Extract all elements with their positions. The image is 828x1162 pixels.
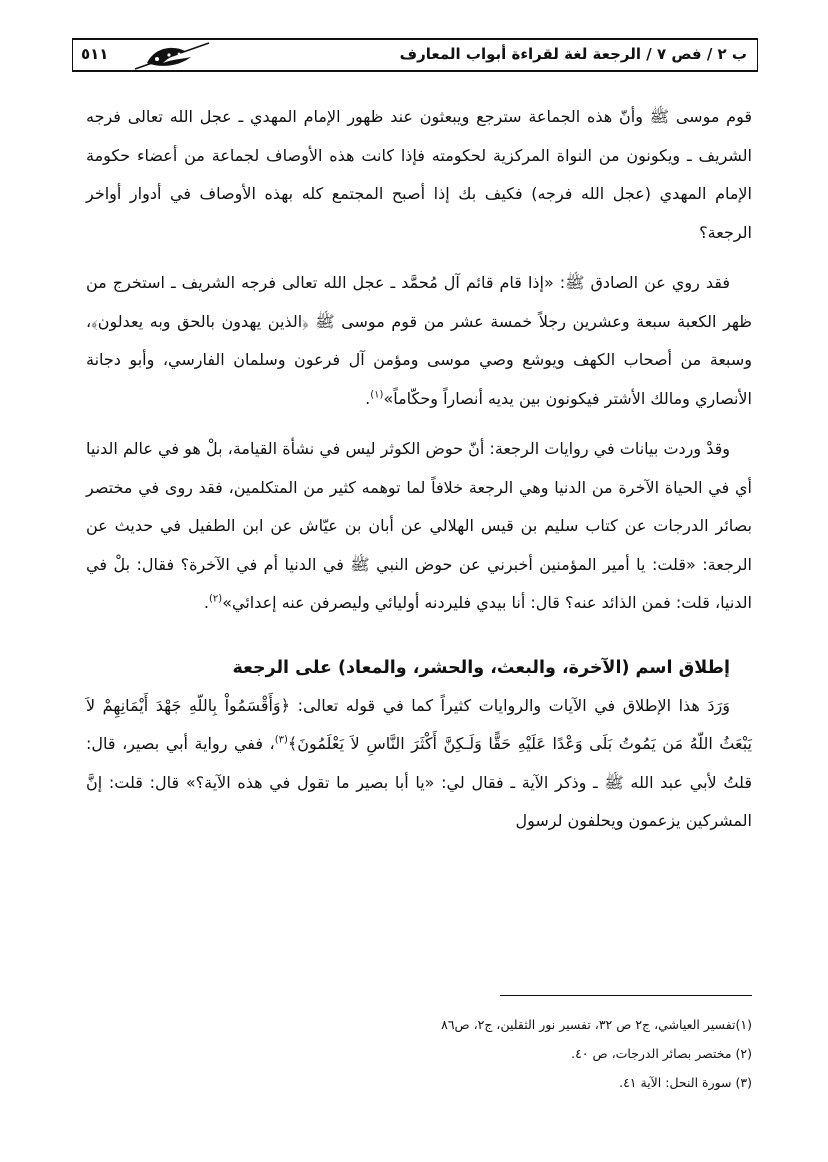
footnote-ref-3: (٣): [274, 734, 288, 746]
paragraph-3: وقدْ وردت بيانات في روايات الرجعة: أنّ حوض الكوثر ليس في نشأة القيامة، بلْ هو في عالم الدنيا أي في الحياة الآخرة من الدنيا وهي الرجعة خلافاً لما توهمه كثير من المتكلمين، فقد روى في مختصر بصائر الدرجات عن كتاب سليم بن قيس الهلالي عن أبان بن عيّاش عن ابن الطفيل في حديث عن الرجعة: «قلت: يا أمير المؤمنين أخبرني عن حوض النبي ﷺ في الدنيا أم في الآخرة؟ فقال: بلْ في الدنيا، قلت: فمن الذائد عنه؟ قال: أنا بيدي فليردنه أوليائي وليصرفن عنه إعدائي»$^{(٢)}$.: [86, 439, 752, 612]
section-heading: إطلاق اسم (الآخرة، والبعث، والحشر، والمعاد) على الرجعة: [232, 657, 730, 678]
footnotes: [300, 1010, 752, 1097]
footnote-divider: [500, 995, 752, 996]
page-number: ٥١١: [81, 45, 109, 63]
running-header-title: ب ٢ / فص ٧ / الرجعة لغة لقراءة أبواب المعارف: [399, 45, 747, 63]
running-header: [72, 38, 758, 72]
footnote-ref-2: (٢): [209, 593, 223, 605]
footnote-ref-1: (١): [370, 389, 384, 401]
paragraph-1: قوم موسى ﷺ وأنّ هذه الجماعة سترجع ويبعثون عند ظهور الإمام المهدي ـ عجل الله تعالى فرجه الشريف ـ ويكونون من النواة المركزية لحكومته فإذا كانت هذه الأوصاف لجماعة من أعضاء حكومة الإمام المهدي (عجل الله فرجه) فكيف بك إذا أصبح المجتمع كله بهذه الأوصاف في أدوار أواخر الرجعة؟: [86, 107, 752, 242]
footnote-3: (٣) سورة النحل: الآية ٤١.: [619, 1075, 752, 1090]
header-ornament-icon: [133, 41, 211, 71]
footnote-2: (٢) مختصر بصائر الدرجات، ص ٤٠.: [571, 1046, 752, 1061]
footnote-1: (١)تفسير العياشي، ج٢ ص ٣٢، تفسير نور الثقلين، ج٢، ص٨٦: [441, 1017, 752, 1032]
main-text: [86, 98, 752, 853]
paragraph-4: وَرَدَ هذا الإطلاق في الآيات والروايات كثيراً كما في قوله تعالى: ﴿وَأَقْسَمُواْ بِاللّهِ جَهْدَ أَيْمَانِهِمْ لاَ يَبْعَثُ اللّهُ مَن يَمُوتُ بَلَى وَعْدًا عَلَيْهِ حَقًّا وَلَـكِنَّ أَكْثَرَ النَّاسِ لاَ يَعْلَمُونَ﴾$^{(٣)}$، ففي رواية أبي بصير، قال: قلتُ لأبي عبد الله ﷺ ـ وذكر الآية ـ فقال لي: «يا أبا بصير ما تقول في هذه الآية؟» قال: قلت: إنَّ المشركين يزعمون ويحلفون لرسول: [86, 695, 752, 830]
paragraph-2: فقد روي عن الصادق ﷺ: «إذا قام قائم آل مُحمَّد ـ عجل الله تعالى فرجه الشريف ـ استخرج من ظهر الكعبة سبعة وعشرين رجلاً خمسة عشر من قوم موسى ﷺ ﴿الذين يهدون بالحق وبه يعدلون﴾، وسبعة من أصحاب الكهف ويوشع وصي موسى ومؤمن آل فرعون وسلمان الفارسي، وأبو دجانة الأنصاري ومالك الأشتر فيكونون بين يديه أنصاراً وحكّاماً»$^{(١)}$.: [86, 273, 752, 408]
